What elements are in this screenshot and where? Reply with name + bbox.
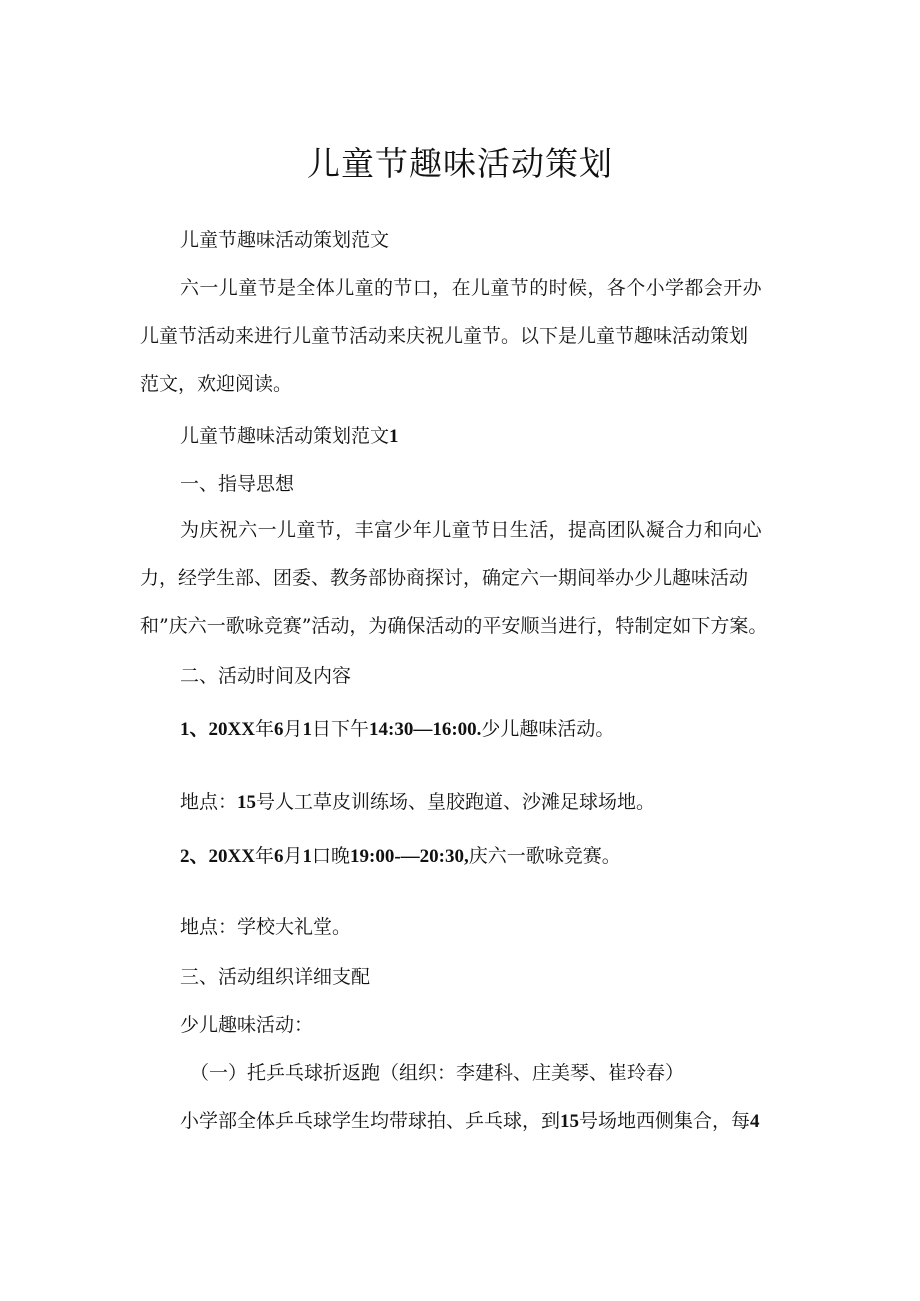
item2-month: 月 xyxy=(283,845,303,867)
item1-num: 1、20XX xyxy=(180,719,255,740)
schedule-item-2 xyxy=(180,841,621,868)
item2-day: 口晚 xyxy=(311,845,350,867)
item1-desc: 少儿趣味活动。 xyxy=(481,718,615,740)
item1-month-num: 6 xyxy=(273,719,284,740)
detail-text-2: 号场地西侧集合，每 xyxy=(579,1110,751,1132)
heading-organization: 三、活动组织详细支配 xyxy=(180,966,371,988)
location1-text: 号人工草皮训练场、皇胶跑道、沙滩足球场地。 xyxy=(256,791,656,813)
item2-day-num: 1 xyxy=(302,846,312,867)
heading-time-content: 二、活动时间及内容 xyxy=(180,665,352,687)
schedule-item-1 xyxy=(180,714,614,741)
activity-1: （一）托乒乓球折返跑（组织：李建科、庄美琴、崔玲春） xyxy=(190,1062,685,1084)
item1-month: 月 xyxy=(283,718,303,740)
guide-line-2: 力，经学生部、团委、教务部协商探讨，确定六一期间举办少儿趣味活动 xyxy=(140,567,749,589)
section-heading xyxy=(180,421,399,448)
intro-line-3: 范文，欢迎阅读。 xyxy=(140,373,293,395)
location1-label: 地点： xyxy=(180,791,238,813)
detail-text-1: 小学部全体乒乓球学生均带球拍、乒乓球，到 xyxy=(180,1110,561,1132)
intro-line-1: 六一儿童节是全体儿童的节口，在儿童节的时候，各个小学都会开办 xyxy=(180,277,763,299)
location1-num: 15 xyxy=(237,792,257,813)
sub-heading-fun-activities: 少儿趣味活动： xyxy=(180,1014,314,1036)
location-1 xyxy=(180,787,655,814)
item2-month-num: 6 xyxy=(273,846,284,867)
section-heading-number: 1 xyxy=(389,426,399,447)
subtitle: 儿童节趣味活动策划范文 xyxy=(180,229,390,251)
item2-desc: 庆六一歌咏竞赛。 xyxy=(468,845,621,867)
detail-num-1: 15 xyxy=(560,1111,580,1132)
item2-num: 2、20XX xyxy=(180,846,255,867)
heading-guiding-idea: 一、指导思想 xyxy=(180,473,295,495)
intro-line-2: 儿童节活动来进行儿童节活动来庆祝儿童节。以下是儿童节趣味活动策划 xyxy=(140,325,749,347)
location-2: 地点：学校大礼堂。 xyxy=(180,916,352,938)
section-heading-text: 儿童节趣味活动策划范文 xyxy=(180,425,390,447)
detail-num-2: 4 xyxy=(750,1111,760,1132)
item1-day: 日下午 xyxy=(311,718,369,740)
guide-line-3: 和”庆六一歌咏竞赛”活动，为确保活动的平安顺当进行，特制定如下方案。 xyxy=(140,615,768,637)
item1-day-num: 1 xyxy=(302,719,312,740)
activity-1-detail xyxy=(180,1106,760,1133)
document-title: 儿童节趣味活动策划 xyxy=(307,144,613,183)
item1-time: 14:30—16:00. xyxy=(369,719,482,740)
item1-year: 年 xyxy=(254,718,274,740)
guide-line-1: 为庆祝六一儿童节，丰富少年儿童节日生活，提高团队凝合力和向心 xyxy=(180,519,763,541)
item2-time: 19:00-—20:30, xyxy=(350,846,469,867)
item2-year: 年 xyxy=(254,845,274,867)
